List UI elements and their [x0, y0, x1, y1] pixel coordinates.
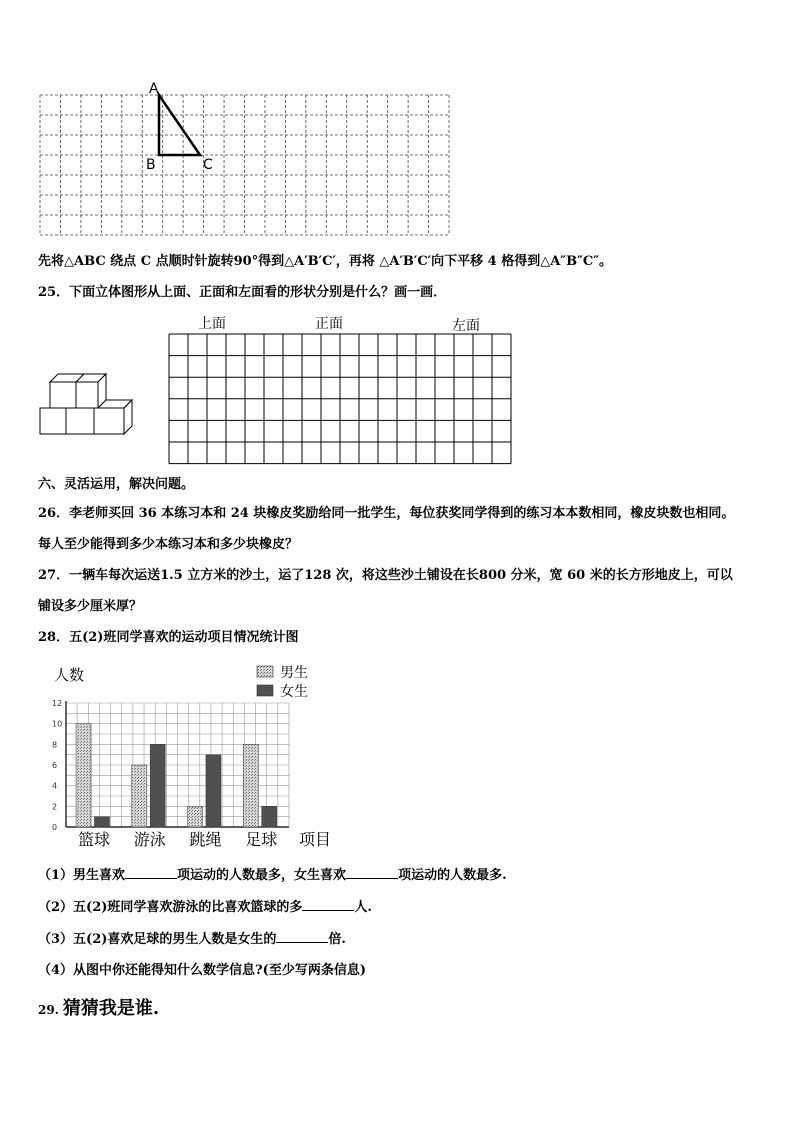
- bar-girls: [262, 806, 277, 827]
- q26-line-1: 26．李老师买回 36 本练习本和 24 块橡皮奖励给同一批学生，每位获奖同学得到的练习本本数相同，橡皮块数也相同。: [38, 506, 735, 521]
- q28-sub2-part-a: （2）五(2)班同学喜欢游泳的比喜欢篮球的多: [38, 900, 303, 915]
- q28-sub3-part-a: （3）五(2)喜欢足球的男生人数是女生的: [38, 932, 277, 947]
- q28-sub4: （4）从图中你还能得知什么数学信息?(至少写两条信息): [38, 963, 366, 978]
- legend-label-girls: 女生: [280, 684, 308, 700]
- legend-swatch-girls: [257, 685, 273, 696]
- y-tick-label: 10: [52, 719, 63, 729]
- three-view-drawing-grid: [168, 333, 514, 465]
- view-label-top: 上面: [198, 316, 226, 332]
- q25-question: 25．下面立体图形从上面、正面和左面看的形状分别是什么？画一画．: [38, 285, 447, 300]
- x-category-label: 足球: [245, 830, 278, 849]
- q28-sub1: [38, 864, 507, 883]
- x-category-label: 游泳: [133, 830, 166, 849]
- q28-sub3: [38, 928, 346, 947]
- x-category-label: 跳绳: [189, 830, 222, 849]
- bar-girls: [150, 744, 165, 827]
- legend-swatch-boys: [257, 666, 273, 677]
- q27-line-2: 铺设多少厘米厚？: [38, 599, 143, 614]
- q29-heading: [38, 994, 159, 1020]
- view-label-left: 左面: [452, 318, 480, 334]
- q28-sub2-part-b: 人.: [354, 900, 372, 915]
- y-tick-label: 2: [52, 802, 58, 812]
- bar-boys: [132, 765, 147, 827]
- sports-bar-chart: [36, 660, 346, 850]
- cube-solid-figure: [36, 370, 136, 444]
- y-tick-label: 12: [52, 699, 63, 708]
- vertex-a-label: A: [149, 81, 159, 97]
- q28-sub2: [38, 896, 372, 915]
- bar-girls: [94, 817, 109, 827]
- bar-boys: [188, 806, 203, 827]
- x-category-label: 篮球: [78, 830, 111, 849]
- y-tick-label: 8: [52, 740, 58, 750]
- view-label-front: 正面: [315, 316, 343, 332]
- answer-blank-2[interactable]: [302, 898, 354, 911]
- y-axis-label: 人数: [54, 666, 85, 684]
- vertex-c-label: C: [203, 157, 213, 173]
- q28-sub1-part-b: 项运动的人数最多，女生喜欢: [177, 868, 347, 883]
- legend-label-boys: 男生: [280, 665, 308, 681]
- q29-dot: .: [54, 1003, 59, 1017]
- vertex-b-label: B: [146, 157, 156, 173]
- q29-number: 29: [38, 1003, 55, 1017]
- q28-sub1-part-c: 项运动的人数最多.: [398, 868, 507, 883]
- section-6-title: 六、灵活运用，解决问题。: [38, 477, 195, 492]
- q28-sub3-part-b: 倍.: [328, 932, 346, 947]
- q26-line-2: 每人至少能得到多少本练习本和多少块橡皮？: [38, 537, 299, 552]
- y-tick-label: 6: [52, 761, 58, 770]
- triangle-abc: [159, 95, 200, 155]
- q28-sub1-part-a: （1）男生喜欢: [38, 868, 126, 883]
- bar-boys: [243, 744, 258, 827]
- q27-line-1: 27．一辆车每次运送1.5 立方米的沙土，运了128 次，将这些沙土铺设在长800 分米，宽 60 米的长方形地皮上，可以: [38, 568, 733, 583]
- q24-instruction: 先将△ABC 绕点 C 点顺时针旋转90°得到△A′B′C′，再将 △A′B′C′向下平移 4 格得到△A″B″C″。: [38, 254, 613, 269]
- x-axis-label: 项目: [299, 830, 332, 849]
- bar-boys: [76, 724, 91, 827]
- y-tick-label: 0: [52, 823, 58, 832]
- answer-blank-1b[interactable]: [346, 866, 398, 879]
- q28-title: 28．五(2)班同学喜欢的运动项目情况统计图: [38, 630, 299, 645]
- q29-title: 猜猜我是谁.: [62, 998, 160, 1019]
- rotation-grid-figure: [30, 80, 460, 240]
- bar-girls: [206, 755, 221, 827]
- answer-blank-3[interactable]: [276, 930, 328, 943]
- y-tick-label: 4: [52, 781, 58, 791]
- answer-blank-1a[interactable]: [125, 866, 177, 879]
